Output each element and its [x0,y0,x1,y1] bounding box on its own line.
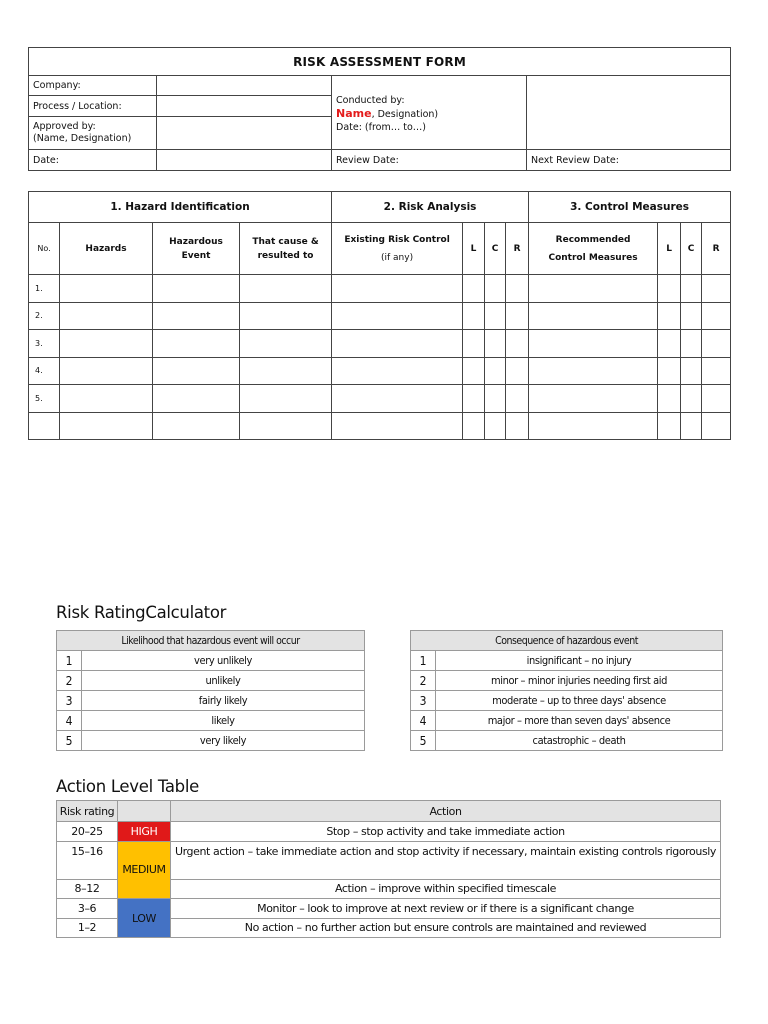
hazard-row-number: 2. [29,302,60,330]
consequence-row [411,711,723,731]
hazard-cell[interactable] [485,302,506,330]
hazard-cell[interactable] [529,275,658,303]
hazard-row-number: 1. [29,275,60,303]
hazard-cell[interactable] [60,302,153,330]
action-text: Monitor – look to improve at next review or if there is a significant change [171,899,721,919]
col-r-analysis: R [506,223,529,275]
hazard-cell[interactable] [153,275,240,303]
likelihood-description: very unlikely [82,651,365,671]
col-l-control: L [658,223,681,275]
hazard-row [29,275,731,303]
hazard-cell[interactable] [463,302,485,330]
hazard-cell[interactable] [658,357,681,385]
col-hazardous-event-line-1: Hazardous [169,236,223,247]
consequence-description: catastrophic – death [436,731,723,751]
conducted-by-label: Conducted by: [336,94,405,106]
likelihood-description: very likely [82,731,365,751]
hazard-cell[interactable] [240,412,332,440]
hazard-cell[interactable] [529,357,658,385]
consequence-row [411,691,723,711]
date-label: Date: [29,150,157,171]
hazard-cell[interactable] [485,357,506,385]
hazard-cell[interactable] [658,302,681,330]
consequence-row [411,731,723,751]
hazard-cell[interactable] [485,412,506,440]
hazard-cell[interactable] [60,330,153,358]
action-text: Action – improve within specified timescale [171,879,721,899]
conducted-by-value [336,107,522,121]
likelihood-description: likely [82,711,365,731]
consequence-description: moderate – up to three days' absence [436,691,723,711]
likelihood-score: 4 [57,711,82,731]
col-hazards: Hazards [60,223,153,275]
hazard-row-number [29,412,60,440]
col-existing-control [332,223,463,275]
col-level [118,801,171,822]
likelihood-score: 1 [57,651,82,671]
consequence-score: 4 [411,711,436,731]
conducted-designation: , Designation) [371,108,439,120]
rating-range: 20–25 [57,822,118,842]
hazard-cell[interactable] [463,385,485,413]
hazard-cell[interactable] [681,302,702,330]
approved-by-field[interactable] [157,117,332,150]
hazard-cell[interactable] [332,330,463,358]
hazard-cell[interactable] [332,275,463,303]
consequence-header: Consequence of hazardous event [411,631,723,651]
col-action: Action [171,801,721,822]
hazard-cell[interactable] [702,302,731,330]
likelihood-row [57,671,365,691]
process-location-field[interactable] [157,96,332,117]
consequence-description: minor – minor injuries needing first aid [436,671,723,691]
approved-by-line-1: Approved by: [33,121,96,132]
hazard-row [29,357,731,385]
rating-range: 3–6 [57,899,118,919]
col-recommended-line-2: Control Measures [548,252,638,263]
hazard-cell[interactable] [463,412,485,440]
hazard-cell[interactable] [702,412,731,440]
likelihood-header: Likelihood that hazardous event will occur [57,631,365,651]
hazard-cell[interactable] [153,330,240,358]
likelihood-score: 5 [57,731,82,751]
consequence-description: major – more than seven days' absence [436,711,723,731]
hazard-cell[interactable] [658,412,681,440]
hazard-cell[interactable] [153,302,240,330]
approved-by-line-2: (Name, Designation) [33,133,132,144]
consequence-row [411,671,723,691]
col-l-analysis: L [463,223,485,275]
hazard-cell[interactable] [529,385,658,413]
hazard-cell[interactable] [332,385,463,413]
hazard-cell[interactable] [60,385,153,413]
hazard-cell[interactable] [506,357,529,385]
risk-analysis-header: 2. Risk Analysis [332,192,529,223]
likelihood-score: 3 [57,691,82,711]
col-existing-control-line-2: (if any) [380,252,414,263]
level-medium-badge: MEDIUM [118,841,171,899]
col-that-cause-line-1: That cause & [252,236,319,247]
col-hazardous-event [153,223,240,275]
consequence-score: 3 [411,691,436,711]
likelihood-row [57,691,365,711]
likelihood-row [57,731,365,751]
control-measures-header: 3. Control Measures [529,192,731,223]
hazard-cell[interactable] [681,357,702,385]
date-field[interactable] [157,150,332,171]
col-that-cause [240,223,332,275]
hazard-cell[interactable] [529,330,658,358]
hazard-cell[interactable] [506,275,529,303]
likelihood-table [56,630,365,751]
hazard-cell[interactable] [506,302,529,330]
hazard-cell[interactable] [240,275,332,303]
hazard-cell[interactable] [702,275,731,303]
hazard-cell[interactable] [681,275,702,303]
col-that-cause-line-2: resulted to [257,250,314,261]
hazard-rows [29,275,731,440]
hazard-row-number: 5. [29,385,60,413]
hazard-cell[interactable] [485,275,506,303]
col-no: No. [29,223,60,275]
date-range-label: Date: (from… to…) [336,121,427,133]
hazard-cell[interactable] [60,412,153,440]
rating-range: 8–12 [57,879,118,899]
likelihood-description: fairly likely [82,691,365,711]
risk-rating-calculator-heading: Risk RatingCalculator [56,603,227,622]
consequence-row [411,651,723,671]
hazard-cell[interactable] [506,385,529,413]
level-low-badge: LOW [118,899,171,938]
hazard-cell[interactable] [463,275,485,303]
hazard-row [29,302,731,330]
hazard-row [29,330,731,358]
likelihood-score: 2 [57,671,82,691]
hazard-cell[interactable] [702,385,731,413]
hazard-cell[interactable] [506,330,529,358]
hazard-cell[interactable] [153,412,240,440]
hazard-cell[interactable] [463,357,485,385]
likelihood-row [57,711,365,731]
consequence-table [410,630,723,751]
hazard-row [29,385,731,413]
action-text: Stop – stop activity and take immediate action [171,822,721,842]
hazard-cell[interactable] [463,330,485,358]
hazard-cell[interactable] [240,357,332,385]
hazard-cell[interactable] [153,385,240,413]
likelihood-description: unlikely [82,671,365,691]
hazard-identification-header: 1. Hazard Identification [29,192,332,223]
hazard-cell[interactable] [702,330,731,358]
hazard-cell[interactable] [332,302,463,330]
hazard-cell[interactable] [60,275,153,303]
review-date-label: Review Date: [332,150,527,171]
consequence-description: insignificant – no injury [436,651,723,671]
col-c-analysis: C [485,223,506,275]
likelihood-row [57,651,365,671]
consequence-score: 5 [411,731,436,751]
company-field[interactable] [157,76,332,96]
col-c-control: C [681,223,702,275]
col-recommended-control [529,223,658,275]
rating-range: 15–16 [57,841,118,879]
hazard-cell[interactable] [658,275,681,303]
level-high-badge: HIGH [118,822,171,842]
rating-range: 1–2 [57,918,118,938]
hazard-cell[interactable] [702,357,731,385]
conducted-by-field[interactable] [527,76,731,150]
consequence-score: 2 [411,671,436,691]
col-risk-rating: Risk rating [57,801,118,822]
hazard-row-number: 4. [29,357,60,385]
conducted-by-cell [332,76,527,150]
form-title: RISK ASSESSMENT FORM [29,48,731,76]
hazard-cell[interactable] [485,330,506,358]
hazard-row-number: 3. [29,330,60,358]
hazard-cell[interactable] [529,302,658,330]
approved-by-label [29,117,157,150]
hazard-cell[interactable] [240,385,332,413]
col-recommended-line-1: Recommended [555,234,631,245]
hazard-cell[interactable] [240,330,332,358]
action-text: No action – no further action but ensure controls are maintained and reviewed [171,918,721,938]
hazard-cell[interactable] [240,302,332,330]
company-label: Company: [29,76,157,96]
hazard-cell[interactable] [681,412,702,440]
col-hazardous-event-line-2: Event [181,250,211,261]
next-review-date-label: Next Review Date: [527,150,731,171]
risk-assessment-header-form [28,47,731,171]
hazard-cell[interactable] [506,412,529,440]
consequence-score: 1 [411,651,436,671]
hazard-cell[interactable] [332,412,463,440]
hazard-cell[interactable] [681,385,702,413]
hazard-cell[interactable] [60,357,153,385]
hazard-cell[interactable] [681,330,702,358]
hazard-cell[interactable] [658,330,681,358]
col-existing-control-line-1: Existing Risk Control [344,234,450,245]
hazard-assessment-table [28,191,731,440]
hazard-cell[interactable] [485,385,506,413]
col-r-control: R [702,223,731,275]
action-level-heading: Action Level Table [56,777,199,796]
hazard-cell[interactable] [332,357,463,385]
conducted-name: Name [336,106,372,120]
hazard-cell[interactable] [529,412,658,440]
hazard-cell[interactable] [153,357,240,385]
action-text: Urgent action – take immediate action and stop activity if necessary, maintain existing controls rigorously [171,841,721,879]
hazard-cell[interactable] [658,385,681,413]
action-level-table [56,800,721,938]
hazard-row [29,412,731,440]
process-location-label: Process / Location: [29,96,157,117]
